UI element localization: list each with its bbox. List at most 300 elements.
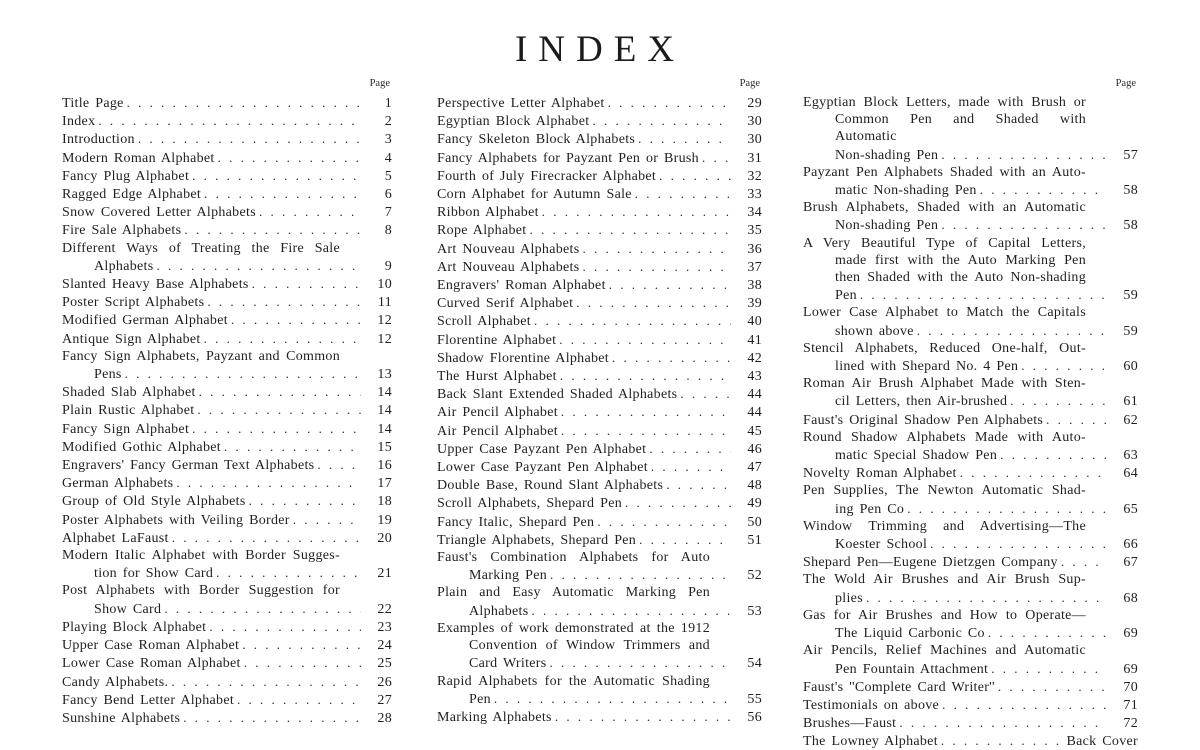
- entry-page-number: 14: [377, 403, 392, 419]
- entry-page-number: 65: [1123, 501, 1138, 517]
- entry-text-line: Modified Gothic Alphabet: [62, 439, 221, 455]
- entry-text-line: Non-shading Pen: [835, 218, 939, 234]
- dot-leader: [183, 709, 361, 727]
- entry-page-number: 63: [1123, 448, 1138, 464]
- entry-text-line: Poster Script Alphabets: [62, 295, 205, 311]
- index-entry: [437, 203, 762, 221]
- index-entry: [437, 349, 762, 367]
- entry-text-line: Marking Pen: [469, 568, 548, 584]
- index-entry: [437, 422, 762, 440]
- dot-leader: [1021, 357, 1107, 375]
- entry-text-line: Plain Rustic Alphabet: [62, 403, 195, 419]
- index-entry: [803, 304, 1138, 339]
- index-entry: [803, 164, 1138, 199]
- index-entry: [437, 149, 762, 167]
- entry-page-number: 7: [384, 205, 392, 221]
- entry-page-number: 28: [377, 710, 392, 726]
- entry-text-line: Brush Alphabets, Shaded with an Automatic: [803, 200, 1086, 216]
- entry-page-number: 32: [747, 168, 762, 184]
- dot-leader: [244, 654, 361, 672]
- entry-text-line: Engravers' Roman Alphabet: [437, 278, 606, 294]
- entry-text-line: Poster Alphabets with Veiling Border: [62, 512, 290, 528]
- index-entry: [803, 607, 1138, 642]
- dot-leader: [125, 365, 361, 383]
- index-entry: [437, 294, 762, 312]
- index-entry: [803, 696, 1138, 714]
- index-column-1: [62, 78, 392, 727]
- index-entry: [437, 276, 762, 294]
- index-entry: [437, 331, 762, 349]
- index-entry: [62, 167, 392, 185]
- index-entry: [437, 476, 762, 494]
- entry-text-line: Show Card: [94, 601, 162, 617]
- entry-text-line: shown above: [835, 323, 914, 339]
- index-entry: [62, 673, 392, 691]
- index-columns: [62, 78, 1138, 750]
- entry-page-number: 46: [747, 441, 762, 457]
- entry-text-line: cil Letters, then Air-brushed: [835, 394, 1008, 410]
- index-entry: [803, 235, 1138, 305]
- entry-page-number: 30: [747, 114, 762, 130]
- entry-text-line: Upper Case Payzant Pen Alphabet: [437, 441, 647, 457]
- entry-text-line: Card Writers: [469, 656, 547, 672]
- index-entry: [437, 620, 762, 673]
- entry-text-line: Shepard Pen—Eugene Dietzgen Company: [803, 555, 1058, 571]
- entry-page-number: 70: [1123, 679, 1138, 695]
- entry-text-line: Ragged Edge Alphabet: [62, 187, 202, 203]
- page-column-header: Page: [1115, 78, 1136, 89]
- index-entry: [437, 94, 762, 112]
- index-entry: [803, 482, 1138, 517]
- entry-text-line: The Liquid Carbonic Co: [835, 626, 985, 642]
- entry-text-line: Post Alphabets with Border Suggestion for: [62, 583, 340, 599]
- entry-text-line: Window Trimming and Advertising—The: [803, 518, 1086, 534]
- entry-text-line: Testimonials on above: [803, 697, 940, 713]
- entry-page-number: 52: [747, 568, 762, 584]
- entry-text-line: Candy Alphabets.: [62, 674, 169, 690]
- entry-text-line: Round Shadow Alphabets Made with Auto-: [803, 429, 1086, 445]
- index-entry: [62, 654, 392, 672]
- entry-text-line: Rope Alphabet: [437, 223, 527, 239]
- entry-text-line: Lower Case Roman Alphabet: [62, 656, 241, 672]
- entry-text-line: lined with Shepard No. 4 Pen: [835, 359, 1019, 375]
- dot-leader: [941, 216, 1107, 234]
- index-entry: [62, 293, 392, 311]
- dot-leader: [680, 385, 731, 403]
- entry-text-line: Engravers' Fancy German Text Alphabets: [62, 458, 315, 474]
- dot-leader: [942, 696, 1107, 714]
- entry-page-number: 1: [384, 96, 392, 111]
- entry-page-number: 12: [377, 313, 392, 329]
- index-entry: [62, 401, 392, 419]
- index-entry: [62, 240, 392, 275]
- entry-page-number: 58: [1123, 183, 1138, 199]
- index-entry: [437, 531, 762, 549]
- entry-text-line: Novelty Roman Alphabet: [803, 466, 957, 482]
- dot-leader: [612, 349, 731, 367]
- entry-text-line: Faust's Combination Alphabets for Auto: [437, 550, 710, 566]
- dot-leader: [224, 438, 361, 456]
- entry-page-number: 69: [1123, 661, 1138, 677]
- dot-leader: [534, 312, 731, 330]
- entry-page-number: 2: [384, 114, 392, 130]
- entry-page-number: 66: [1123, 537, 1138, 553]
- entry-text-line: Lower Case Alphabet to Match the Capitals: [803, 305, 1086, 321]
- dot-leader: [204, 185, 361, 203]
- entry-text-line: Roman Air Brush Alphabet Made with Sten-: [803, 376, 1086, 392]
- page-column-header: Page: [369, 78, 390, 89]
- dot-leader: [199, 383, 361, 401]
- dot-leader: [988, 624, 1107, 642]
- index-entry: [437, 549, 762, 584]
- entry-text-line: The Wold Air Brushes and Air Brush Sup-: [803, 572, 1086, 588]
- entry-page-number: 25: [377, 656, 392, 672]
- entry-text-line: Sunshine Alphabets: [62, 710, 181, 726]
- dot-leader: [138, 130, 361, 148]
- entry-page-number: 40: [747, 314, 762, 330]
- entry-page-number: 4: [384, 150, 392, 166]
- entry-page-number: 44: [747, 405, 762, 421]
- dot-leader: [164, 600, 361, 618]
- entry-page-number: 41: [747, 332, 762, 348]
- index-entry: [803, 199, 1138, 234]
- index-entry: [62, 348, 392, 383]
- entry-text-line: Pens: [94, 367, 122, 383]
- entry-page-number: 11: [377, 295, 392, 311]
- entry-text-line: Pen: [835, 288, 857, 304]
- index-column-2: [437, 78, 762, 726]
- index-entry: [437, 584, 762, 619]
- index-entry: [62, 511, 392, 529]
- entry-page-number: Back Cover: [1066, 734, 1138, 750]
- dot-leader: [960, 464, 1107, 482]
- dot-leader: [1061, 553, 1107, 571]
- entry-text-line: Fancy Sign Alphabet: [62, 421, 190, 437]
- entry-page-number: 57: [1123, 147, 1138, 163]
- entry-text-line: made first with the Auto Marking Pen: [835, 252, 1086, 268]
- entry-page-number: 9: [384, 258, 392, 274]
- entry-page-number: 69: [1123, 626, 1138, 642]
- entry-page-number: 31: [747, 150, 762, 166]
- entry-text-line: Marking Alphabets: [437, 709, 552, 725]
- index-entry: [62, 438, 392, 456]
- entry-text-line: Payzant Pen Alphabets Shaded with an Auto-: [803, 164, 1086, 180]
- dot-leader: [530, 221, 732, 239]
- entry-page-number: 19: [377, 512, 392, 528]
- dot-leader: [204, 330, 361, 348]
- entry-page-number: 64: [1123, 466, 1138, 482]
- dot-leader: [866, 589, 1107, 607]
- index-entry: [62, 94, 392, 112]
- entry-text-line: matic Special Shadow Pen: [835, 448, 998, 464]
- entry-page-number: 51: [747, 532, 762, 548]
- entry-text-line: Back Slant Extended Shaded Alphabets: [437, 387, 678, 403]
- entry-page-number: 71: [1123, 697, 1138, 713]
- dot-leader: [216, 564, 361, 582]
- dot-leader: [249, 492, 361, 510]
- index-entry: [803, 429, 1138, 464]
- entry-page-number: 68: [1123, 590, 1138, 606]
- entry-page-number: 50: [747, 514, 762, 530]
- index-entry: [62, 112, 392, 130]
- index-entry: [803, 678, 1138, 696]
- dot-leader: [542, 203, 731, 221]
- entry-text-line: Fancy Italic, Shepard Pen: [437, 514, 595, 530]
- index-column-3: [803, 78, 1138, 750]
- entry-text-line: Fancy Alphabets for Payzant Pen or Brush: [437, 150, 699, 166]
- entry-text-line: Alphabet LaFaust: [62, 530, 169, 546]
- dot-leader: [242, 636, 361, 654]
- dot-leader: [252, 275, 361, 293]
- entry-page-number: 14: [377, 421, 392, 437]
- index-entry: [437, 167, 762, 185]
- index-entry: [62, 529, 392, 547]
- dot-leader: [176, 474, 361, 492]
- entry-page-number: 33: [747, 187, 762, 203]
- entry-page-number: 72: [1123, 716, 1138, 732]
- dot-leader: [231, 311, 361, 329]
- entry-text-line: Koester School: [835, 537, 928, 553]
- entry-text-line: Shadow Florentine Alphabet: [437, 350, 609, 366]
- index-entry: [437, 403, 762, 421]
- index-entry: [62, 709, 392, 727]
- index-entry: [62, 185, 392, 203]
- dot-leader: [917, 322, 1107, 340]
- dot-leader: [156, 257, 361, 275]
- dot-leader: [549, 654, 731, 672]
- index-entry: [803, 340, 1138, 375]
- entry-page-number: 61: [1123, 394, 1138, 410]
- entry-page-number: 44: [747, 387, 762, 403]
- entry-text-line: Fancy Bend Letter Alphabet: [62, 692, 235, 708]
- index-entry: [62, 492, 392, 510]
- dot-leader: [561, 422, 731, 440]
- entry-page-number: 55: [747, 691, 762, 707]
- entry-text-line: Art Nouveau Alphabets: [437, 259, 580, 275]
- entry-text-line: Pen: [469, 691, 491, 707]
- dot-leader: [980, 181, 1107, 199]
- dot-leader: [649, 440, 731, 458]
- index-entry: [62, 582, 392, 617]
- index-entry: [803, 553, 1138, 571]
- entry-page-number: 6: [384, 187, 392, 203]
- entry-page-number: 43: [747, 369, 762, 385]
- dot-leader: [197, 401, 361, 419]
- dot-leader: [659, 167, 731, 185]
- entry-page-number: 15: [377, 439, 392, 455]
- entry-text-line: Art Nouveau Alphabets: [437, 241, 580, 257]
- dot-leader: [666, 476, 731, 494]
- entry-page-number: 45: [747, 423, 762, 439]
- dot-leader: [559, 331, 731, 349]
- index-entry: [437, 494, 762, 512]
- entry-page-number: 48: [747, 478, 762, 494]
- dot-leader: [184, 221, 361, 239]
- dot-leader: [172, 529, 361, 547]
- entry-text-line: Double Base, Round Slant Alphabets: [437, 478, 664, 494]
- entry-text-line: Egyptian Block Alphabet: [437, 114, 590, 130]
- index-entry: [803, 464, 1138, 482]
- dot-leader: [702, 149, 731, 167]
- entry-text-line: Modern Italic Alphabet with Border Sugges-: [62, 548, 340, 564]
- entry-text-line: Fancy Plug Alphabet: [62, 168, 190, 184]
- dot-leader: [293, 511, 361, 529]
- entry-page-number: 36: [747, 241, 762, 257]
- dot-leader: [1046, 411, 1107, 429]
- entry-text-line: Rapid Alphabets for the Automatic Shading: [437, 673, 710, 689]
- index-entry: [62, 221, 392, 239]
- entry-page-number: 59: [1123, 288, 1138, 304]
- entry-text-line: Curved Serif Alphabet: [437, 296, 574, 312]
- entry-text-line: Gas for Air Brushes and How to Operate—: [803, 607, 1086, 623]
- page-title: INDEX: [514, 29, 686, 70]
- entry-page-number: 62: [1123, 412, 1138, 428]
- dot-leader: [625, 494, 731, 512]
- entry-text-line: Group of Old Style Alphabets: [62, 494, 246, 510]
- entry-text-line: Pen Supplies, The Newton Automatic Shad-: [803, 483, 1086, 499]
- entry-text-line: ing Pen Co: [835, 501, 905, 517]
- entry-text-line: Pen Fountain Attachment: [835, 661, 989, 677]
- entry-page-number: 38: [747, 278, 762, 294]
- dot-leader: [583, 240, 732, 258]
- index-entry: [437, 312, 762, 330]
- entry-page-number: 26: [377, 674, 392, 690]
- index-entry: [62, 203, 392, 221]
- entry-page-number: 47: [747, 460, 762, 476]
- entry-text-line: Different Ways of Treating the Fire Sale: [62, 240, 340, 256]
- dot-leader: [561, 403, 731, 421]
- entry-text-line: Title Page: [62, 96, 124, 111]
- index-entry: [803, 714, 1138, 732]
- entry-page-number: 14: [377, 385, 392, 401]
- index-entry: [437, 221, 762, 239]
- dot-leader: [259, 203, 361, 221]
- entry-text-line: Corn Alphabet for Autumn Sale: [437, 187, 632, 203]
- index-entry: [62, 618, 392, 636]
- entry-text-line: The Hurst Alphabet: [437, 369, 557, 385]
- index-entry: [62, 691, 392, 709]
- entry-page-number: 60: [1123, 359, 1138, 375]
- entry-page-number: 13: [377, 367, 392, 383]
- entry-text-line: Modified German Alphabet: [62, 313, 228, 329]
- entry-text-line: matic Non-shading Pen: [835, 183, 977, 199]
- entry-page-number: 34: [747, 205, 762, 221]
- entry-text-line: The Lowney Alphabet: [803, 734, 938, 750]
- dot-leader: [899, 714, 1107, 732]
- entry-text-line: Alphabets: [94, 258, 154, 274]
- entry-text-line: Egyptian Block Letters, made with Brush or: [803, 95, 1086, 110]
- entry-page-number: 59: [1123, 323, 1138, 339]
- entry-text-line: Fire Sale Alphabets: [62, 223, 182, 239]
- dot-leader: [597, 513, 731, 531]
- entry-text-line: Stencil Alphabets, Reduced One-half, Out-: [803, 340, 1086, 356]
- dot-leader: [209, 618, 361, 636]
- index-entry: [437, 458, 762, 476]
- dot-leader: [941, 146, 1107, 164]
- index-entry: [62, 275, 392, 293]
- index-entry: [437, 258, 762, 276]
- index-entry: [803, 732, 1138, 750]
- index-entry: [62, 330, 392, 348]
- dot-leader: [98, 112, 361, 130]
- entry-text-line: Perspective Letter Alphabet: [437, 96, 605, 111]
- entry-page-number: 18: [377, 494, 392, 510]
- entry-text-line: Shaded Slab Alphabet: [62, 385, 196, 401]
- index-entry: [62, 383, 392, 401]
- entry-text-line: Scroll Alphabets, Shepard Pen: [437, 496, 623, 512]
- index-entry: [437, 112, 762, 130]
- index-entry: [437, 673, 762, 708]
- entry-page-number: 17: [377, 476, 392, 492]
- dot-leader: [192, 167, 361, 185]
- entry-text-line: Lower Case Payzant Pen Alphabet: [437, 460, 648, 476]
- entry-page-number: 24: [377, 638, 392, 654]
- index-entry: [437, 367, 762, 385]
- dot-leader: [127, 94, 361, 112]
- dot-leader: [555, 708, 731, 726]
- index-entry: [62, 130, 392, 148]
- entry-text-line: A Very Beautiful Type of Capital Letters,: [803, 235, 1086, 251]
- entry-text-line: Scroll Alphabet: [437, 314, 531, 330]
- entry-page-number: 5: [384, 168, 392, 184]
- dot-leader: [998, 678, 1107, 696]
- entry-text-line: Ribbon Alphabet: [437, 205, 539, 221]
- index-entry: [62, 149, 392, 167]
- dot-leader: [907, 500, 1107, 518]
- dot-leader: [639, 531, 731, 549]
- dot-leader: [550, 566, 731, 584]
- entry-text-line: Alphabets: [469, 603, 529, 619]
- index-entry: [62, 547, 392, 582]
- entry-text-line: Non-shading Pen: [835, 147, 939, 163]
- dot-leader: [171, 673, 361, 691]
- entry-page-number: 30: [747, 132, 762, 148]
- entry-text-line: Fourth of July Firecracker Alphabet: [437, 168, 657, 184]
- entry-text-line: Common Pen and Shaded with Automatic: [835, 112, 1086, 145]
- dot-leader: [941, 732, 1063, 750]
- entry-page-number: 8: [384, 223, 392, 239]
- entry-text-line: Fancy Sign Alphabets, Payzant and Common: [62, 348, 340, 364]
- index-entry: [437, 440, 762, 458]
- entry-page-number: 39: [747, 296, 762, 312]
- dot-leader: [930, 535, 1107, 553]
- entry-page-number: 20: [377, 530, 392, 546]
- dot-leader: [576, 294, 731, 312]
- entry-page-number: 16: [377, 458, 392, 474]
- entry-page-number: 67: [1123, 555, 1138, 571]
- index-entry: [62, 474, 392, 492]
- dot-leader: [608, 94, 731, 112]
- entry-page-number: 53: [747, 603, 762, 619]
- entry-text-line: Air Pencil Alphabet: [437, 405, 558, 421]
- dot-leader: [207, 293, 361, 311]
- entry-text-line: Antique Sign Alphabet: [62, 331, 201, 347]
- entry-page-number: 21: [377, 566, 392, 582]
- entry-text-line: plies: [835, 590, 863, 606]
- dot-leader: [237, 691, 361, 709]
- dot-leader: [860, 286, 1107, 304]
- entry-text-line: Slanted Heavy Base Alphabets: [62, 277, 249, 293]
- index-entry: [803, 94, 1138, 164]
- dot-leader: [494, 690, 731, 708]
- dot-leader: [1010, 392, 1107, 410]
- index-entry: [62, 636, 392, 654]
- entry-text-line: then Shaded with the Auto Non-shading: [835, 270, 1086, 286]
- entry-text-line: Triangle Alphabets, Shepard Pen: [437, 532, 637, 548]
- entry-page-number: 22: [377, 601, 392, 617]
- dot-leader: [218, 149, 361, 167]
- entry-text-line: Plain and Easy Automatic Marking Pen: [437, 585, 710, 601]
